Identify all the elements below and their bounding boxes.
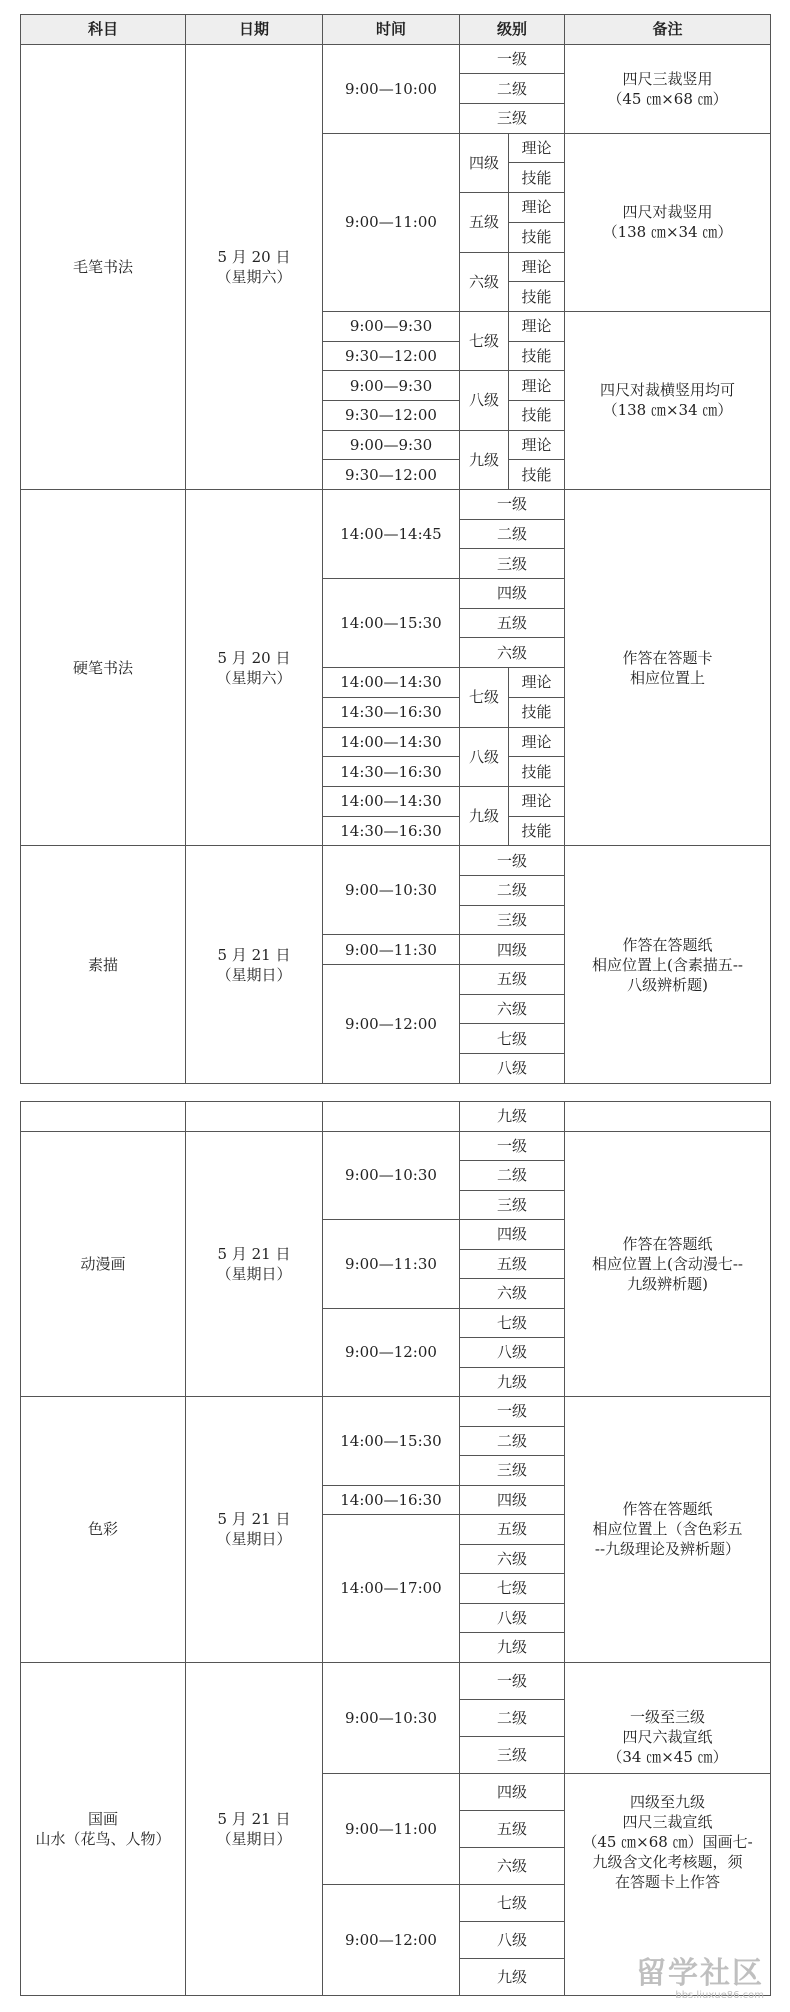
subject-cell bbox=[21, 1662, 186, 1995]
level-cell: 八级 bbox=[460, 371, 509, 430]
level-cell: 八级 bbox=[460, 1921, 565, 1958]
level-cell: 四级 bbox=[460, 1773, 565, 1810]
time-cell: 9:00—10:30 bbox=[323, 846, 460, 935]
part-cell: 理论 bbox=[509, 311, 565, 341]
date-cell bbox=[186, 1131, 323, 1397]
header-date: 日期 bbox=[186, 15, 323, 45]
level-cell: 五级 bbox=[460, 1810, 565, 1847]
exam-schedule-table-part2 bbox=[20, 1101, 771, 1996]
watermark-url: bbs.liuxue86.com bbox=[675, 1990, 764, 2001]
note-line: 在答题卡上作答 bbox=[614, 1872, 720, 1891]
level-cell: 三级 bbox=[460, 1736, 565, 1773]
header-level: 级别 bbox=[460, 15, 565, 45]
note-line: 作答在答题纸 bbox=[622, 935, 713, 954]
subject-cell: 毛笔书法 bbox=[21, 44, 186, 489]
level-cell: 九级 bbox=[460, 1958, 565, 1995]
note-line: 四级至九级 bbox=[629, 1792, 705, 1811]
part-cell: 技能 bbox=[509, 697, 565, 727]
level-cell: 六级 bbox=[460, 1279, 565, 1309]
date-cell bbox=[186, 490, 323, 846]
note-line: 相应位置上(含动漫七-- bbox=[592, 1254, 743, 1273]
part-cell: 技能 bbox=[509, 460, 565, 490]
time-cell: 9:00—12:00 bbox=[323, 1884, 460, 1995]
level-cell: 九级 bbox=[460, 1367, 565, 1397]
note-line: 一级至三级 bbox=[629, 1707, 705, 1726]
time-cell: 9:00—11:30 bbox=[323, 935, 460, 965]
subject-cell: 硬笔书法 bbox=[21, 490, 186, 846]
note-cell bbox=[565, 1131, 771, 1397]
note-line: 作答在答题纸 bbox=[622, 1234, 713, 1253]
level-cell: 五级 bbox=[460, 965, 565, 995]
subject-line: 国画 bbox=[87, 1809, 118, 1828]
note-line: 相应位置上（含色彩五 bbox=[592, 1520, 743, 1539]
level-cell: 三级 bbox=[460, 104, 565, 134]
level-cell: 八级 bbox=[460, 1338, 565, 1368]
note-line: 四尺对裁横竖用均可 bbox=[600, 381, 736, 400]
watermark-logo bbox=[624, 1958, 764, 2004]
time-cell: 9:30—12:00 bbox=[323, 460, 460, 490]
level-cell: 七级 bbox=[460, 1884, 565, 1921]
header-subject: 科目 bbox=[21, 15, 186, 45]
date-text: 5 月 20 日 bbox=[217, 648, 291, 667]
level-cell: 七级 bbox=[460, 311, 509, 370]
part-cell: 技能 bbox=[509, 341, 565, 371]
part-cell: 理论 bbox=[509, 786, 565, 816]
note-cell bbox=[565, 1102, 771, 1132]
level-cell: 四级 bbox=[460, 1220, 565, 1250]
level-cell: 一级 bbox=[460, 1397, 565, 1427]
level-cell: 五级 bbox=[460, 1249, 565, 1279]
level-cell: 八级 bbox=[460, 1054, 565, 1084]
note-line: 四尺六裁宣纸 bbox=[622, 1727, 713, 1746]
level-cell: 三级 bbox=[460, 905, 565, 935]
date-cell bbox=[186, 1397, 323, 1663]
note-cell bbox=[565, 133, 771, 311]
level-cell: 九级 bbox=[460, 1633, 565, 1663]
part-cell: 理论 bbox=[509, 430, 565, 460]
time-cell: 9:00—9:30 bbox=[323, 311, 460, 341]
time-cell: 14:00—15:30 bbox=[323, 1397, 460, 1486]
level-cell: 一级 bbox=[460, 44, 565, 74]
table-row bbox=[21, 1397, 771, 1427]
watermark-brand: 留学社区 bbox=[636, 1956, 764, 1991]
level-cell: 四级 bbox=[460, 133, 509, 192]
level-cell: 四级 bbox=[460, 935, 565, 965]
level-cell: 三级 bbox=[460, 549, 565, 579]
date-text: 5 月 20 日 bbox=[217, 247, 291, 266]
level-cell: 一级 bbox=[460, 1131, 565, 1161]
date-text: 5 月 21 日 bbox=[217, 1244, 291, 1263]
note-line: 九级辨析题) bbox=[627, 1274, 708, 1293]
table-row bbox=[21, 1131, 771, 1161]
level-cell: 四级 bbox=[460, 1485, 565, 1515]
table-row bbox=[21, 44, 771, 74]
subject-cell bbox=[21, 1102, 186, 1132]
level-cell: 二级 bbox=[460, 519, 565, 549]
header-time: 时间 bbox=[323, 15, 460, 45]
part-cell: 理论 bbox=[509, 133, 565, 163]
level-cell: 二级 bbox=[460, 875, 565, 905]
subject-line: 山水（花鸟、人物） bbox=[35, 1829, 171, 1848]
level-cell: 六级 bbox=[460, 994, 565, 1024]
time-cell: 9:00—11:30 bbox=[323, 1220, 460, 1309]
level-cell: 七级 bbox=[460, 1308, 565, 1338]
note-line: 作答在答题卡 bbox=[622, 648, 713, 667]
part-cell: 技能 bbox=[509, 400, 565, 430]
weekday-text: （星期六） bbox=[216, 267, 292, 286]
time-cell: 9:00—10:00 bbox=[323, 44, 460, 133]
note-cell bbox=[565, 490, 771, 846]
level-cell: 二级 bbox=[460, 1161, 565, 1191]
exam-schedule-table-part1 bbox=[20, 14, 771, 1084]
part-cell: 理论 bbox=[509, 668, 565, 698]
note-cell bbox=[565, 1397, 771, 1663]
time-cell: 14:30—16:30 bbox=[323, 757, 460, 787]
subject-cell: 动漫画 bbox=[21, 1131, 186, 1397]
note-line: （138 ㎝×34 ㎝） bbox=[602, 223, 733, 242]
level-cell: 二级 bbox=[460, 1426, 565, 1456]
part-cell: 技能 bbox=[509, 163, 565, 193]
level-cell: 一级 bbox=[460, 1662, 565, 1699]
time-cell: 9:30—12:00 bbox=[323, 341, 460, 371]
note-line: 作答在答题纸 bbox=[622, 1500, 713, 1519]
date-cell bbox=[186, 846, 323, 1084]
note-line: 八级辨析题) bbox=[627, 975, 708, 994]
level-cell: 六级 bbox=[460, 252, 509, 311]
note-line: （138 ㎝×34 ㎝） bbox=[602, 401, 733, 420]
note-line: 相应位置上 bbox=[630, 668, 706, 687]
header-note: 备注 bbox=[565, 15, 771, 45]
note-line: 九级含文化考核题，须 bbox=[592, 1852, 743, 1871]
time-cell: 9:00—12:00 bbox=[323, 1308, 460, 1397]
time-cell: 14:30—16:30 bbox=[323, 816, 460, 846]
time-cell: 14:00—14:30 bbox=[323, 727, 460, 757]
note-line: 四尺对裁竖用 bbox=[622, 203, 713, 222]
time-cell: 9:00—9:30 bbox=[323, 371, 460, 401]
note-line: 相应位置上(含素描五-- bbox=[592, 955, 744, 974]
part-cell: 理论 bbox=[509, 193, 565, 223]
note-line: （45 ㎝×68 ㎝） bbox=[607, 89, 728, 108]
level-cell: 七级 bbox=[460, 1024, 565, 1054]
level-cell: 二级 bbox=[460, 1699, 565, 1736]
level-cell: 一级 bbox=[460, 846, 565, 876]
subject-cell: 素描 bbox=[21, 846, 186, 1084]
table-row bbox=[21, 1662, 771, 1699]
level-cell: 六级 bbox=[460, 1544, 565, 1574]
date-cell bbox=[186, 1662, 323, 1995]
level-cell: 五级 bbox=[460, 193, 509, 252]
weekday-text: （星期日） bbox=[216, 1530, 292, 1549]
time-cell: 9:00—10:30 bbox=[323, 1662, 460, 1773]
table-row bbox=[21, 490, 771, 520]
level-cell: 八级 bbox=[460, 1603, 565, 1633]
time-cell: 14:00—16:30 bbox=[323, 1485, 460, 1515]
date-text: 5 月 21 日 bbox=[217, 1510, 291, 1529]
note-cell bbox=[565, 311, 771, 489]
note-line: --九级理论及辨析题） bbox=[594, 1540, 741, 1559]
note-line: （34 ㎝×45 ㎝） bbox=[607, 1747, 728, 1766]
weekday-text: （星期日） bbox=[216, 965, 292, 984]
part-cell: 理论 bbox=[509, 727, 565, 757]
note-line: 四尺三裁宣纸 bbox=[622, 1812, 713, 1831]
level-cell: 四级 bbox=[460, 579, 565, 609]
level-cell: 二级 bbox=[460, 74, 565, 104]
time-cell: 14:00—14:30 bbox=[323, 786, 460, 816]
time-cell: 14:00—15:30 bbox=[323, 579, 460, 668]
note-cell bbox=[565, 44, 771, 133]
weekday-text: （星期日） bbox=[216, 1264, 292, 1283]
level-cell: 五级 bbox=[460, 608, 565, 638]
time-cell: 9:00—10:30 bbox=[323, 1131, 460, 1220]
weekday-text: （星期日） bbox=[216, 1829, 292, 1848]
time-cell: 14:00—14:45 bbox=[323, 490, 460, 579]
table-row bbox=[21, 846, 771, 876]
level-cell: 九级 bbox=[460, 786, 509, 845]
subject-cell: 色彩 bbox=[21, 1397, 186, 1663]
part-cell: 理论 bbox=[509, 371, 565, 401]
time-cell: 14:30—16:30 bbox=[323, 697, 460, 727]
note-cell bbox=[565, 846, 771, 1084]
note-line: （45 ㎝×68 ㎝）国画七- bbox=[582, 1832, 753, 1851]
part-cell: 技能 bbox=[509, 757, 565, 787]
level-cell: 七级 bbox=[460, 1574, 565, 1604]
level-cell: 一级 bbox=[460, 490, 565, 520]
time-cell: 9:30—12:00 bbox=[323, 400, 460, 430]
time-cell: 9:00—9:30 bbox=[323, 430, 460, 460]
level-cell: 七级 bbox=[460, 668, 509, 727]
part-cell: 技能 bbox=[509, 816, 565, 846]
note-cell bbox=[565, 1662, 771, 1773]
level-cell: 三级 bbox=[460, 1190, 565, 1220]
time-cell: 9:00—12:00 bbox=[323, 965, 460, 1084]
level-cell: 三级 bbox=[460, 1456, 565, 1486]
table-row bbox=[21, 1102, 771, 1132]
note-line: 四尺三裁竖用 bbox=[622, 69, 713, 88]
date-text: 5 月 21 日 bbox=[217, 1809, 291, 1828]
level-cell: 八级 bbox=[460, 727, 509, 786]
header-row bbox=[21, 15, 771, 45]
part-cell: 技能 bbox=[509, 222, 565, 252]
part-cell: 技能 bbox=[509, 282, 565, 312]
time-cell: 9:00—11:00 bbox=[323, 1773, 460, 1884]
date-cell bbox=[186, 1102, 323, 1132]
level-cell: 六级 bbox=[460, 638, 565, 668]
level-cell: 五级 bbox=[460, 1515, 565, 1545]
date-text: 5 月 21 日 bbox=[217, 945, 291, 964]
time-cell: 9:00—11:00 bbox=[323, 133, 460, 311]
time-cell: 14:00—17:00 bbox=[323, 1515, 460, 1663]
part-cell: 理论 bbox=[509, 252, 565, 282]
level-cell: 九级 bbox=[460, 1102, 565, 1132]
level-cell: 六级 bbox=[460, 1847, 565, 1884]
date-cell bbox=[186, 44, 323, 489]
time-cell: 14:00—14:30 bbox=[323, 668, 460, 698]
weekday-text: （星期六） bbox=[216, 668, 292, 687]
time-cell bbox=[323, 1102, 460, 1132]
level-cell: 九级 bbox=[460, 430, 509, 489]
